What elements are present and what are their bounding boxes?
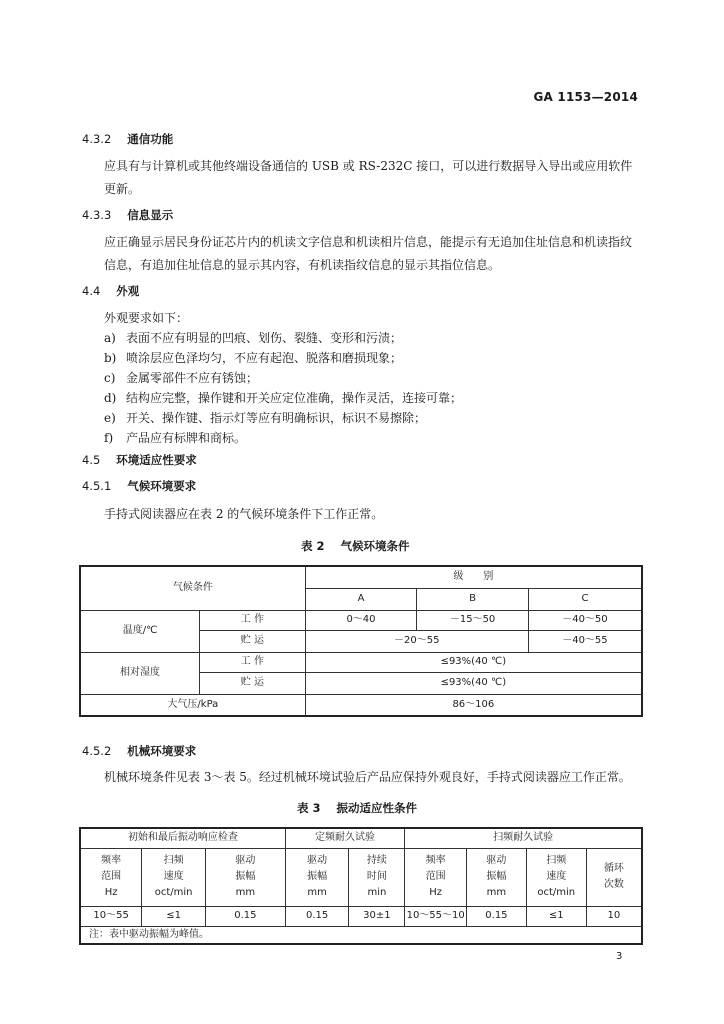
table-3-vibration-conditions <box>79 827 643 945</box>
paragraph-4-5-1 <box>82 503 640 526</box>
heading-title: 通信功能 <box>127 132 174 146</box>
caption-title: 振动适应性条件 <box>336 801 418 815</box>
col-header: 循环 次数 <box>586 848 642 906</box>
group-sweep-endurance: 扫频耐久试验 <box>405 828 642 848</box>
heading-number: 4.5 <box>82 453 101 467</box>
heading-title: 外观 <box>116 284 140 298</box>
standard-number: GA 1153—2014 <box>533 90 638 104</box>
cell-value: ≤1 <box>526 906 586 926</box>
heading-title: 机械环境要求 <box>127 744 197 758</box>
group-initial-final-check: 初始和最后振动响应检查 <box>80 828 285 848</box>
row-label-temperature: 温度/℃ <box>80 610 200 652</box>
table-2-caption <box>301 538 410 554</box>
cell-temp-store-ab: －20～55 <box>305 630 528 652</box>
list-text: 喷涂层应色泽均匀，不应有起泡、脱落和磨损现象； <box>126 351 403 365</box>
paragraph-text: 机械环境条件见表 3～表 5。经过机械环境试验后产品应保持外观良好，手持式阅读器应工作正常。 <box>104 770 631 784</box>
cell-value: 0.15 <box>285 906 349 926</box>
heading-title: 气候环境要求 <box>127 479 197 493</box>
col-header: 持续 时间 min <box>349 848 405 906</box>
table-2-climate-conditions <box>79 565 643 717</box>
col-header: 扫频 速度 oct/min <box>526 848 586 906</box>
level-a: A <box>305 588 417 610</box>
row-label-pressure: 大气压/kPa <box>80 694 305 716</box>
heading-number: 4.5.1 <box>82 479 112 493</box>
list-item <box>104 429 246 448</box>
paragraph-4-3-2 <box>82 155 640 201</box>
cell-humidity-store: ≤93%(40 ℃) <box>305 672 642 694</box>
list-marker: a) <box>104 331 116 345</box>
heading-number: 4.4 <box>82 284 101 298</box>
col-header: 频率 范围 Hz <box>405 848 467 906</box>
sub-label-store: 贮 运 <box>200 630 306 652</box>
list-item <box>104 409 426 428</box>
table-note: 注：表中驱动振幅为峰值。 <box>80 926 642 944</box>
cell-temp-work-c: －40～50 <box>528 610 642 630</box>
cell-temp-work-b: －15～50 <box>417 610 529 630</box>
cell-pressure: 86～106 <box>305 694 642 716</box>
col-header: 驱动 振幅 mm <box>285 848 349 906</box>
list-marker: d) <box>104 391 117 405</box>
cell-value: 0.15 <box>206 906 286 926</box>
heading-4-5-1 <box>82 478 196 494</box>
cell-value: ≤1 <box>142 906 206 926</box>
cell-value: 0.15 <box>467 906 527 926</box>
sub-label-store: 贮 运 <box>200 672 306 694</box>
row-label-humidity: 相对湿度 <box>80 652 200 694</box>
paragraph-4-3-3 <box>82 231 640 277</box>
heading-4-5 <box>82 452 197 468</box>
list-marker: e) <box>104 411 116 425</box>
caption-number: 表 2 <box>301 539 325 553</box>
col-header: 驱动 振幅 mm <box>467 848 527 906</box>
heading-title: 信息显示 <box>127 208 174 222</box>
list-text: 结构应完整，操作键和开关应定位准确，操作灵活，连接可靠； <box>126 391 463 405</box>
list-text: 表面不应有明显的凹痕、划伤、裂缝、变形和污渍； <box>126 331 403 345</box>
list-marker: b) <box>104 351 117 365</box>
caption-number: 表 3 <box>297 801 321 815</box>
heading-4-3-3 <box>82 207 173 223</box>
heading-number: 4.3.2 <box>82 132 112 146</box>
heading-4-3-2 <box>82 131 173 147</box>
col-header: 扫频 速度 oct/min <box>142 848 206 906</box>
heading-4-4 <box>82 283 139 299</box>
heading-number: 4.3.3 <box>82 208 112 222</box>
level-b: B <box>417 588 529 610</box>
cell-value: 10～55～10 <box>405 906 467 926</box>
caption-title: 气候环境条件 <box>340 539 410 553</box>
level-c: C <box>528 588 642 610</box>
list-intro: 外观要求如下： <box>104 311 189 325</box>
cell-temp-work-a: 0～40 <box>305 610 417 630</box>
table-3-caption <box>297 800 417 816</box>
heading-4-5-2 <box>82 743 196 759</box>
cell-temp-store-c: －40～55 <box>528 630 642 652</box>
paragraph-text: 应正确显示居民身份证芯片内的机读文字信息和机读相片信息，能提示有无追加住址信息和机读指纹信息，有追加住址信息的显示其内容，有机读指纹信息的显示其指位信息。 <box>104 235 633 272</box>
header-conditions: 气候条件 <box>80 566 305 610</box>
sub-label-work: 工 作 <box>200 652 306 672</box>
list-item <box>104 389 462 408</box>
col-header: 频率 范围 Hz <box>80 848 142 906</box>
cell-value: 10～55 <box>80 906 142 926</box>
list-text: 产品应有标牌和商标。 <box>126 431 247 445</box>
cell-value: 30±1 <box>349 906 405 926</box>
list-item <box>104 349 402 368</box>
cell-value: 10 <box>586 906 642 926</box>
heading-title: 环境适应性要求 <box>116 453 197 467</box>
list-text: 开关、操作键、指示灯等应有明确标识，标识不易擦除； <box>126 411 427 425</box>
header-level: 级 别 <box>305 566 642 588</box>
sub-label-work: 工 作 <box>200 610 306 630</box>
list-marker: c) <box>104 371 116 385</box>
list-text: 金属零部件不应有锈蚀； <box>126 371 259 385</box>
list-marker: f) <box>104 431 114 445</box>
cell-humidity-work: ≤93%(40 ℃) <box>305 652 642 672</box>
paragraph-text: 手持式阅读器应在表 2 的气候环境条件下工作正常。 <box>104 507 384 521</box>
page-number: 3 <box>616 951 623 962</box>
list-item <box>104 329 402 348</box>
paragraph-text: 应具有与计算机或其他终端设备通信的 USB 或 RS-232C 接口，可以进行数据导入导出或应用软件更新。 <box>104 159 633 196</box>
heading-number: 4.5.2 <box>82 744 112 758</box>
list-item <box>104 369 258 388</box>
col-header: 驱动 振幅 mm <box>206 848 286 906</box>
group-fixed-freq-endurance: 定频耐久试验 <box>285 828 405 848</box>
paragraph-4-5-2 <box>82 766 640 789</box>
